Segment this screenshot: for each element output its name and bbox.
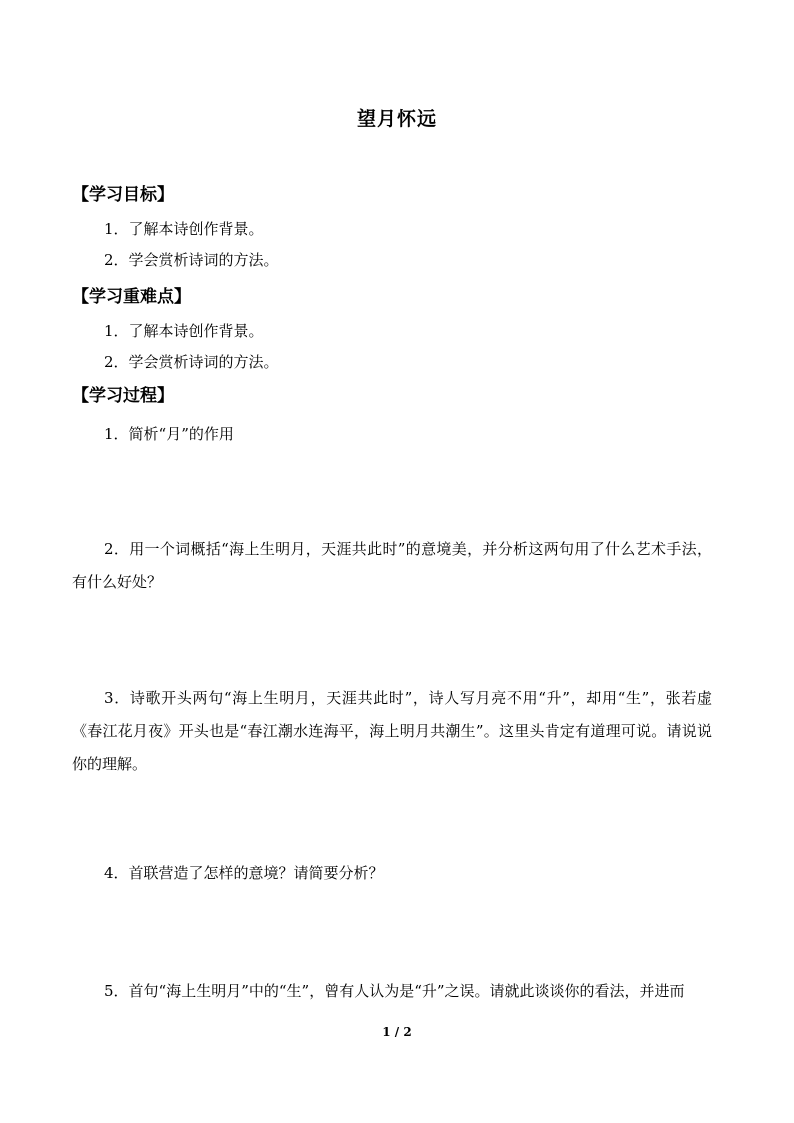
- section-heading-process: 【学习过程】: [72, 386, 174, 406]
- goal-item-1: 1．了解本诗创作背景。: [104, 220, 264, 238]
- question-5: 5．首句“海上生明月”中的“生”，曾有人认为是“升”之误。请就此谈谈你的看法，并进而: [104, 982, 685, 1000]
- question-3: 3．诗歌开头两句“海上生明月，天涯共此时”，诗人写月亮不用“升”，却用“生”，张若虚《春江花月夜》开头也是“春江潮水连海平，海上明月共潮生”。这里头肯定有道理可说。请说说你的理解。: [72, 689, 712, 773]
- question-4: 4．首联营造了怎样的意境？请简要分析？: [104, 864, 384, 882]
- section-heading-key-points: 【学习重难点】: [72, 287, 191, 307]
- document-title: 望月怀远: [356, 108, 437, 130]
- goal-item-2: 2．学会赏析诗词的方法。: [104, 251, 279, 269]
- key-point-item-2: 2．学会赏析诗词的方法。: [104, 353, 279, 371]
- page-number: 1 / 2: [382, 1025, 412, 1039]
- key-point-item-1: 1．了解本诗创作背景。: [104, 322, 264, 340]
- section-heading-goals: 【学习目标】: [72, 185, 174, 205]
- question-1: 1．简析“月”的作用: [104, 425, 234, 443]
- question-2: 2．用一个词概括“海上生明月，天涯共此时”的意境美，并分析这两句用了什么艺术手法，有什么好处？: [72, 540, 712, 591]
